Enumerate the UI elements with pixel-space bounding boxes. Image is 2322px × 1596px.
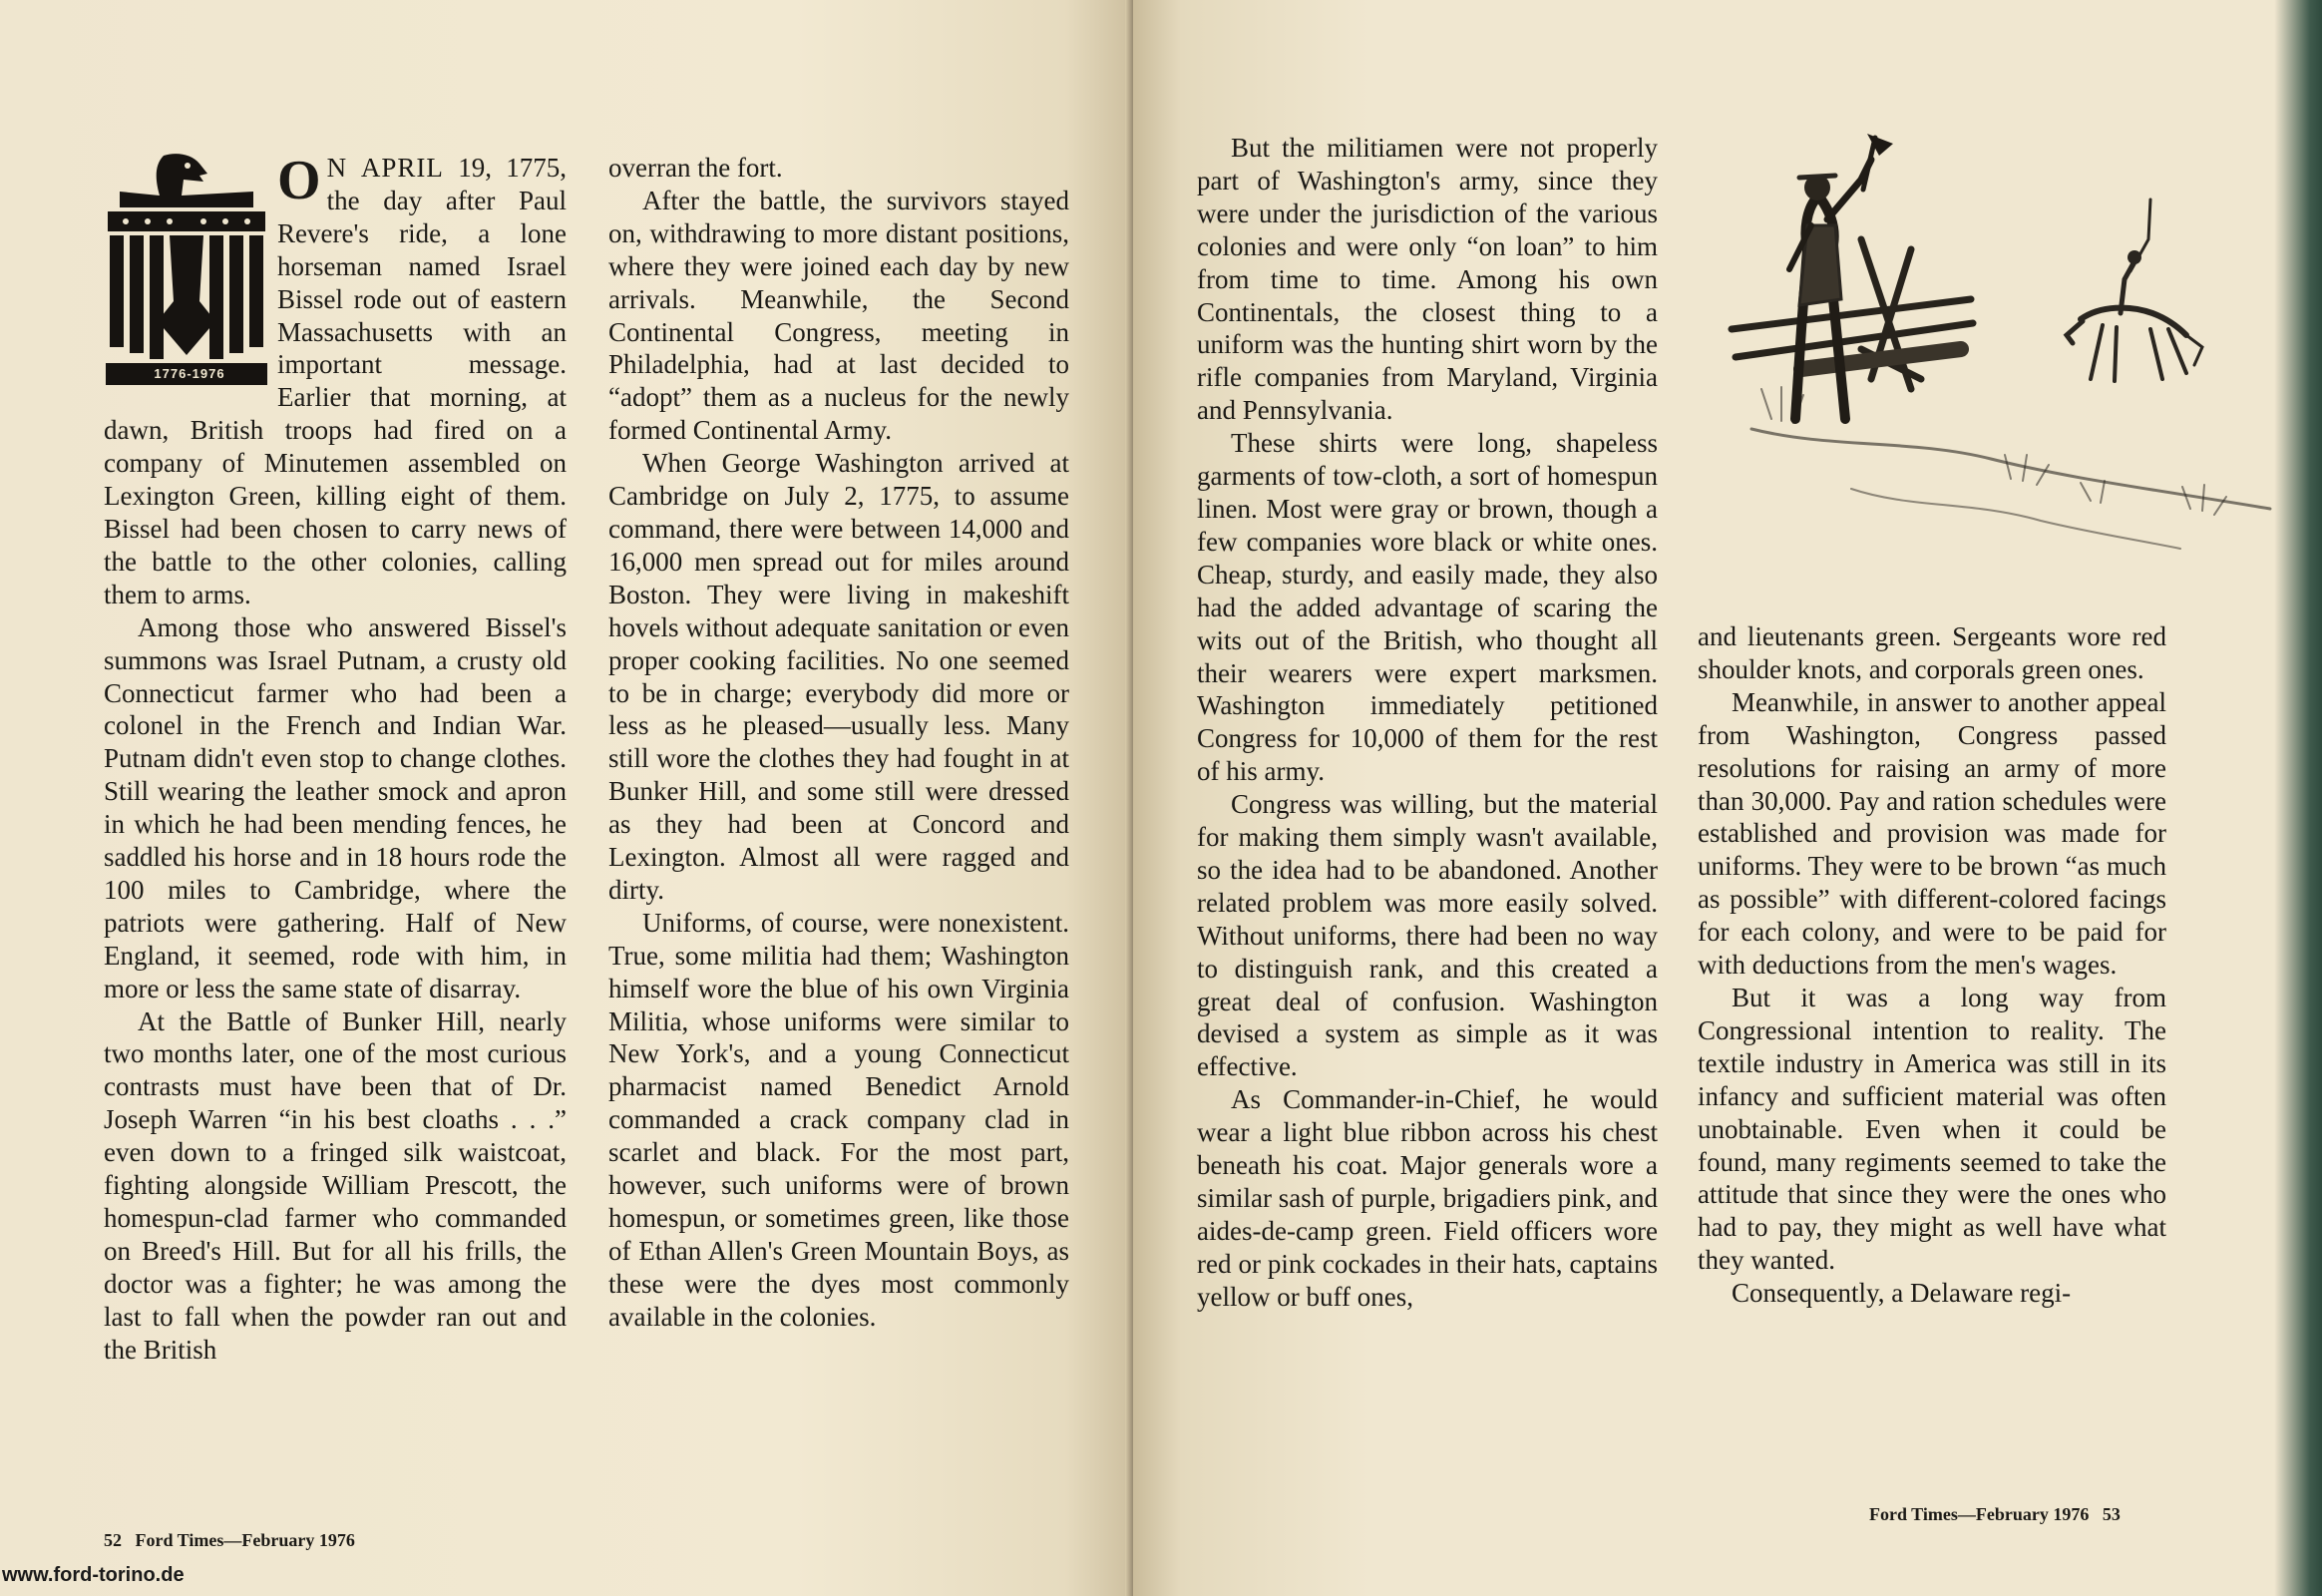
column-2 — [608, 152, 1069, 1334]
paragraph: Among those who answered Bissel's summons was Israel Putnam, a crusty old Connecticut farmer who had been a colonel in the French and Indian War. Putnam didn't even stop to change clothes. Still wearing the leather smock and apron in which he had been mending fences, he saddled his horse and in 18 hours rode the 100 miles to Cambridge, where the patriots were gathering. Half of New England, it seemed, rode with him, in more or less the same state of disarray. — [104, 611, 567, 1003]
paragraph: At the Battle of Bunker Hill, nearly two months later, one of the most curious contrasts must have been that of Dr. Joseph Warren “in his best cloaths . . .” even down to a fringed silk waistcoat, fighting alongside William Prescott, the homespun-clad farmer who commanded on Breed's Hill. But for all his frills, the doctor was a fighter; he was among the last to fall when the powder ran out and the British — [104, 1005, 567, 1365]
paragraph: After the battle, the survivors stayed on, withdrawing to more distant positions, where they were joined each day by new arrivals. Meanwhile, the Second Continental Congress, meeting in Philadelphia, had at last decided to “adopt” them as a nucleus for the newly formed Continental Army. — [608, 185, 1069, 446]
paragraph: Uniforms, of course, were nonexistent. True, some militia had them; Washington himself wore the blue of his own Virginia Militia, whose uniforms were similar to New York's, and a young Connecticut pharmacist named Benedict Arnold commanded a crack company clad in scarlet and black. For the most part, however, such uniforms were of brown homespun, or sometimes green, like those of Ethan Allen's Green Mountain Boys, as these were the dyes most commonly available in the colonies. — [608, 907, 1069, 1332]
paragraph: But it was a long way from Congressional intention to reality. The textile industry in America was still in its infancy and sufficient material was often unobtainable. Even when it could be found, many regiments seemed to take the attitude that since they were the ones who had to pay, they might as well have what they wanted. — [1698, 982, 2166, 1276]
right-folio: Ford Times—February 1976 53 — [1869, 1504, 2121, 1524]
drop-cap: O — [277, 150, 321, 211]
left-folio: 52 Ford Times—February 1976 — [104, 1530, 355, 1550]
paragraph: Meanwhile, in answer to another appeal from Washington, Congress passed resolutions for raising an army of more than 30,000. Pay and ration schedules were established and provision was made for uniforms. They were to be brown “as much as possible” with different-colored facings for each colony, and were to be paid for with deductions from the men's wages. — [1698, 686, 2166, 981]
lead-in-smallcaps: N APRIL — [326, 153, 444, 183]
opening-text: 19, 1775, the day after Paul Revere's ride, a lone horseman named Israel Bissel rode out of eastern Massachusetts with an important message. Earlier that morning, at dawn, British troops had fired on a company of Minutemen assembled on Lexington Green, killing eight of them. Bissel had been chosen to carry news of the battle to the other colonies, calling them to arms. — [104, 153, 567, 609]
logo-years: 1776-1976 — [154, 366, 225, 381]
paragraph: Consequently, a Delaware regi- — [1732, 1278, 2072, 1309]
site-watermark: www.ford-torino.de — [2, 1564, 185, 1586]
paragraph: and lieutenants green. Sergeants wore red shoulder knots, and corporals green ones. — [1698, 621, 2166, 684]
paragraph: overran the fort. — [608, 153, 783, 183]
column-1 — [104, 152, 567, 1367]
paragraph: As Commander-in-Chief, he would wear a light blue ribbon across his chest beneath his coat. Major generals wore a similar sash of purple, brigadiers pink, and aides-de-camp green. Field officers wore red or pink cockades in their hats, captains yellow or buff ones, — [1197, 1084, 1658, 1312]
bicentennial-eagle-logo — [104, 152, 269, 387]
column-4 — [1698, 620, 2166, 1310]
paragraph: These shirts were long, shapeless garments of tow-cloth, a sort of homespun linen. Most were gray or brown, though a few companies wore black or white ones. Cheap, sturdy, and easily made, they also had the added advantage of scaring the wits out of the British, who thought all their wearers were expert marksmen. Washington immediately petitioned Congress for 10,000 of them for the rest of his army. — [1197, 428, 1658, 787]
paragraph: But the militiamen were not properly part of Washington's army, since they were under the jurisdiction of the various colonies and were only “on loan” to him from time to time. Among his own Continentals, the closest thing to a uniform was the hunting shirt worn by the rifle companies from Maryland, Virginia and Pennsylvania. — [1197, 133, 1658, 426]
column-3 — [1197, 132, 1658, 1314]
woodsman-and-rider-illustration — [1712, 130, 2290, 589]
paragraph: When George Washington arrived at Cambridge on July 2, 1775, to assume command, there were between 14,000 and 16,000 men spread out for miles around Boston. They were living in makeshift hovels without adequate sanitation or even proper cooking facilities. No one seemed to be in charge; everybody did more or less as he pleased—usually less. Many still wore the clothes they had fought in at Bunker Hill, and some still were dressed as they had been at Concord and Lexington. Almost all were ragged and dirty. — [608, 448, 1069, 905]
paragraph: Congress was willing, but the material for making them simply wasn't available, so the idea had to be abandoned. Another related problem was more easily solved. Without uniforms, there had been no way to distinguish rank, and this created a great deal of confusion. Washington devised a system as simple as it was effective. — [1197, 789, 1658, 1082]
left-page — [0, 0, 1133, 1596]
